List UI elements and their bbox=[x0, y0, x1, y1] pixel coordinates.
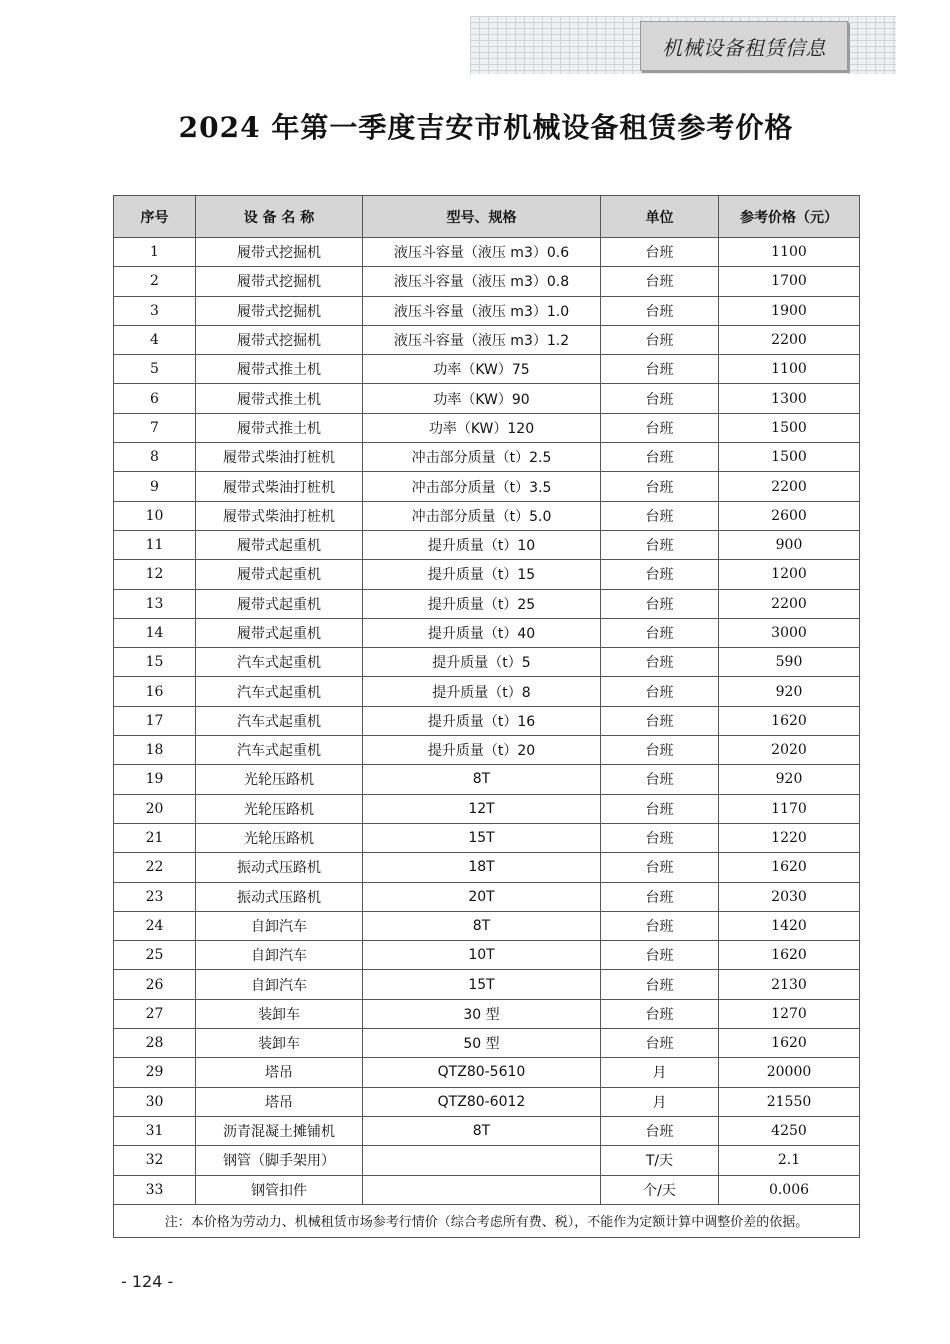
spec-cell: 15T bbox=[363, 970, 601, 999]
spec-cell: 提升质量（t）10 bbox=[363, 530, 601, 559]
unit-cell: 台班 bbox=[601, 501, 719, 530]
unit-cell: 台班 bbox=[601, 355, 719, 384]
row-index-cell: 24 bbox=[114, 911, 196, 940]
row-index-cell: 25 bbox=[114, 941, 196, 970]
price-cell: 1500 bbox=[719, 443, 860, 472]
col-header-spec: 型号、规格 bbox=[363, 196, 601, 238]
equipment-name-cell: 履带式推土机 bbox=[196, 413, 363, 442]
equipment-name-cell: 履带式挖掘机 bbox=[196, 238, 363, 267]
price-cell: 4250 bbox=[719, 1116, 860, 1145]
row-index-cell: 16 bbox=[114, 677, 196, 706]
note-row bbox=[114, 1204, 860, 1237]
table-row bbox=[114, 560, 860, 589]
table-row bbox=[114, 1116, 860, 1145]
table-body bbox=[114, 238, 860, 1205]
table-row bbox=[114, 999, 860, 1028]
row-index-cell: 10 bbox=[114, 501, 196, 530]
spec-cell: QTZ80-5610 bbox=[363, 1058, 601, 1087]
unit-cell: 台班 bbox=[601, 911, 719, 940]
col-header-unit: 单位 bbox=[601, 196, 719, 238]
price-cell: 1620 bbox=[719, 1029, 860, 1058]
spec-cell: 冲击部分质量（t）2.5 bbox=[363, 443, 601, 472]
spec-cell: 提升质量（t）40 bbox=[363, 618, 601, 647]
unit-cell: 月 bbox=[601, 1058, 719, 1087]
price-cell: 0.006 bbox=[719, 1175, 860, 1204]
unit-cell: 台班 bbox=[601, 794, 719, 823]
equipment-name-cell: 履带式柴油打桩机 bbox=[196, 443, 363, 472]
table-header-row bbox=[114, 196, 860, 238]
equipment-name-cell: 汽车式起重机 bbox=[196, 677, 363, 706]
table-row bbox=[114, 1058, 860, 1087]
table-row bbox=[114, 765, 860, 794]
unit-cell: 台班 bbox=[601, 325, 719, 354]
spec-cell: 功率（KW）90 bbox=[363, 384, 601, 413]
equipment-name-cell: 光轮压路机 bbox=[196, 823, 363, 852]
unit-cell: 台班 bbox=[601, 999, 719, 1028]
spec-cell: 30 型 bbox=[363, 999, 601, 1028]
table-row bbox=[114, 325, 860, 354]
row-index-cell: 2 bbox=[114, 267, 196, 296]
unit-cell: 台班 bbox=[601, 677, 719, 706]
table-row bbox=[114, 941, 860, 970]
page-number: - 124 - bbox=[121, 1272, 174, 1291]
equipment-name-cell: 装卸车 bbox=[196, 999, 363, 1028]
price-cell: 2200 bbox=[719, 472, 860, 501]
equipment-name-cell: 汽车式起重机 bbox=[196, 648, 363, 677]
spec-cell bbox=[363, 1146, 601, 1175]
equipment-name-cell: 履带式起重机 bbox=[196, 560, 363, 589]
table-row bbox=[114, 238, 860, 267]
unit-cell: 台班 bbox=[601, 648, 719, 677]
table-row bbox=[114, 384, 860, 413]
equipment-name-cell: 装卸车 bbox=[196, 1029, 363, 1058]
equipment-name-cell: 塔吊 bbox=[196, 1087, 363, 1116]
row-index-cell: 9 bbox=[114, 472, 196, 501]
spec-cell: 18T bbox=[363, 853, 601, 882]
page-title: 2024 年第一季度吉安市机械设备租赁参考价格 bbox=[178, 111, 794, 144]
spec-cell: 提升质量（t）20 bbox=[363, 736, 601, 765]
price-cell: 2.1 bbox=[719, 1146, 860, 1175]
price-cell: 3000 bbox=[719, 618, 860, 647]
spec-cell: 12T bbox=[363, 794, 601, 823]
row-index-cell: 23 bbox=[114, 882, 196, 911]
spec-cell: 8T bbox=[363, 911, 601, 940]
spec-cell: 15T bbox=[363, 823, 601, 852]
unit-cell: 台班 bbox=[601, 589, 719, 618]
price-cell: 2200 bbox=[719, 325, 860, 354]
row-index-cell: 15 bbox=[114, 648, 196, 677]
table-row bbox=[114, 501, 860, 530]
unit-cell: 台班 bbox=[601, 443, 719, 472]
row-index-cell: 28 bbox=[114, 1029, 196, 1058]
price-cell: 1220 bbox=[719, 823, 860, 852]
table-row bbox=[114, 267, 860, 296]
price-cell: 2600 bbox=[719, 501, 860, 530]
table-row bbox=[114, 648, 860, 677]
row-index-cell: 32 bbox=[114, 1146, 196, 1175]
spec-cell bbox=[363, 1175, 601, 1204]
table-row bbox=[114, 1029, 860, 1058]
price-cell: 920 bbox=[719, 765, 860, 794]
row-index-cell: 18 bbox=[114, 736, 196, 765]
spec-cell: 8T bbox=[363, 1116, 601, 1145]
unit-cell: 台班 bbox=[601, 1029, 719, 1058]
table-row bbox=[114, 677, 860, 706]
price-cell: 21550 bbox=[719, 1087, 860, 1116]
unit-cell: 台班 bbox=[601, 853, 719, 882]
unit-cell: 台班 bbox=[601, 765, 719, 794]
unit-cell: 台班 bbox=[601, 970, 719, 999]
table-row bbox=[114, 853, 860, 882]
price-cell: 590 bbox=[719, 648, 860, 677]
table-row bbox=[114, 823, 860, 852]
equipment-name-cell: 光轮压路机 bbox=[196, 794, 363, 823]
price-cell: 1620 bbox=[719, 941, 860, 970]
equipment-name-cell: 履带式起重机 bbox=[196, 530, 363, 559]
equipment-name-cell: 履带式起重机 bbox=[196, 618, 363, 647]
table-row bbox=[114, 355, 860, 384]
row-index-cell: 8 bbox=[114, 443, 196, 472]
row-index-cell: 22 bbox=[114, 853, 196, 882]
equipment-name-cell: 塔吊 bbox=[196, 1058, 363, 1087]
equipment-name-cell: 光轮压路机 bbox=[196, 765, 363, 794]
spec-cell: 液压斗容量（液压 m3）1.2 bbox=[363, 325, 601, 354]
unit-cell: 台班 bbox=[601, 238, 719, 267]
equipment-name-cell: 汽车式起重机 bbox=[196, 736, 363, 765]
spec-cell: 冲击部分质量（t）3.5 bbox=[363, 472, 601, 501]
equipment-name-cell: 履带式柴油打桩机 bbox=[196, 472, 363, 501]
equipment-name-cell: 履带式推土机 bbox=[196, 384, 363, 413]
unit-cell: T/天 bbox=[601, 1146, 719, 1175]
table-note: 注：本价格为劳动力、机械租赁市场参考行情价（综合考虑所有费、税），不能作为定额计算中调整价差的依据。 bbox=[114, 1204, 860, 1237]
unit-cell: 个/天 bbox=[601, 1175, 719, 1204]
spec-cell: 提升质量（t）8 bbox=[363, 677, 601, 706]
unit-cell: 月 bbox=[601, 1087, 719, 1116]
price-cell: 2130 bbox=[719, 970, 860, 999]
price-cell: 2030 bbox=[719, 882, 860, 911]
equipment-name-cell: 履带式起重机 bbox=[196, 589, 363, 618]
unit-cell: 台班 bbox=[601, 267, 719, 296]
section-label: 机械设备租赁信息 bbox=[640, 21, 848, 71]
price-cell: 2020 bbox=[719, 736, 860, 765]
table-row bbox=[114, 1146, 860, 1175]
equipment-name-cell: 自卸汽车 bbox=[196, 970, 363, 999]
table-row bbox=[114, 882, 860, 911]
table-row bbox=[114, 1087, 860, 1116]
row-index-cell: 30 bbox=[114, 1087, 196, 1116]
price-cell: 2200 bbox=[719, 589, 860, 618]
equipment-name-cell: 履带式推土机 bbox=[196, 355, 363, 384]
spec-cell: 液压斗容量（液压 m3）0.6 bbox=[363, 238, 601, 267]
unit-cell: 台班 bbox=[601, 882, 719, 911]
equipment-name-cell: 履带式挖掘机 bbox=[196, 296, 363, 325]
table-row bbox=[114, 736, 860, 765]
price-cell: 900 bbox=[719, 530, 860, 559]
row-index-cell: 29 bbox=[114, 1058, 196, 1087]
row-index-cell: 31 bbox=[114, 1116, 196, 1145]
spec-cell: 功率（KW）120 bbox=[363, 413, 601, 442]
spec-cell: 提升质量（t）15 bbox=[363, 560, 601, 589]
spec-cell: 液压斗容量（液压 m3）0.8 bbox=[363, 267, 601, 296]
unit-cell: 台班 bbox=[601, 823, 719, 852]
price-cell: 1100 bbox=[719, 238, 860, 267]
unit-cell: 台班 bbox=[601, 941, 719, 970]
price-cell: 1700 bbox=[719, 267, 860, 296]
row-index-cell: 3 bbox=[114, 296, 196, 325]
row-index-cell: 33 bbox=[114, 1175, 196, 1204]
unit-cell: 台班 bbox=[601, 560, 719, 589]
equipment-name-cell: 履带式挖掘机 bbox=[196, 325, 363, 354]
table-row bbox=[114, 911, 860, 940]
spec-cell: 功率（KW）75 bbox=[363, 355, 601, 384]
row-index-cell: 7 bbox=[114, 413, 196, 442]
row-index-cell: 17 bbox=[114, 706, 196, 735]
col-header-price: 参考价格（元） bbox=[719, 196, 860, 238]
table-row bbox=[114, 530, 860, 559]
row-index-cell: 1 bbox=[114, 238, 196, 267]
table-row bbox=[114, 443, 860, 472]
unit-cell: 台班 bbox=[601, 706, 719, 735]
table-row bbox=[114, 296, 860, 325]
unit-cell: 台班 bbox=[601, 296, 719, 325]
price-cell: 1170 bbox=[719, 794, 860, 823]
unit-cell: 台班 bbox=[601, 384, 719, 413]
price-cell: 20000 bbox=[719, 1058, 860, 1087]
row-index-cell: 12 bbox=[114, 560, 196, 589]
row-index-cell: 26 bbox=[114, 970, 196, 999]
row-index-cell: 14 bbox=[114, 618, 196, 647]
spec-cell: 提升质量（t）16 bbox=[363, 706, 601, 735]
row-index-cell: 27 bbox=[114, 999, 196, 1028]
equipment-name-cell: 钢管扣件 bbox=[196, 1175, 363, 1204]
unit-cell: 台班 bbox=[601, 736, 719, 765]
table-row bbox=[114, 1175, 860, 1204]
spec-cell: QTZ80-6012 bbox=[363, 1087, 601, 1116]
price-cell: 1900 bbox=[719, 296, 860, 325]
row-index-cell: 11 bbox=[114, 530, 196, 559]
spec-cell: 液压斗容量（液压 m3）1.0 bbox=[363, 296, 601, 325]
row-index-cell: 5 bbox=[114, 355, 196, 384]
equipment-name-cell: 汽车式起重机 bbox=[196, 706, 363, 735]
unit-cell: 台班 bbox=[601, 618, 719, 647]
price-cell: 1270 bbox=[719, 999, 860, 1028]
table-row bbox=[114, 589, 860, 618]
rental-price-table bbox=[113, 195, 860, 1238]
table-row bbox=[114, 706, 860, 735]
equipment-name-cell: 自卸汽车 bbox=[196, 941, 363, 970]
unit-cell: 台班 bbox=[601, 1116, 719, 1145]
table-row bbox=[114, 794, 860, 823]
row-index-cell: 13 bbox=[114, 589, 196, 618]
table-row bbox=[114, 970, 860, 999]
spec-cell: 冲击部分质量（t）5.0 bbox=[363, 501, 601, 530]
spec-cell: 提升质量（t）5 bbox=[363, 648, 601, 677]
unit-cell: 台班 bbox=[601, 413, 719, 442]
col-header-equipment: 设 备 名 称 bbox=[196, 196, 363, 238]
table-row bbox=[114, 618, 860, 647]
unit-cell: 台班 bbox=[601, 530, 719, 559]
row-index-cell: 20 bbox=[114, 794, 196, 823]
price-cell: 1300 bbox=[719, 384, 860, 413]
row-index-cell: 21 bbox=[114, 823, 196, 852]
price-cell: 1100 bbox=[719, 355, 860, 384]
table-row bbox=[114, 413, 860, 442]
price-cell: 1200 bbox=[719, 560, 860, 589]
spec-cell: 10T bbox=[363, 941, 601, 970]
price-cell: 920 bbox=[719, 677, 860, 706]
equipment-name-cell: 自卸汽车 bbox=[196, 911, 363, 940]
row-index-cell: 4 bbox=[114, 325, 196, 354]
unit-cell: 台班 bbox=[601, 472, 719, 501]
spec-cell: 8T bbox=[363, 765, 601, 794]
equipment-name-cell: 振动式压路机 bbox=[196, 882, 363, 911]
price-cell: 1420 bbox=[719, 911, 860, 940]
price-cell: 1500 bbox=[719, 413, 860, 442]
spec-cell: 20T bbox=[363, 882, 601, 911]
row-index-cell: 6 bbox=[114, 384, 196, 413]
equipment-name-cell: 钢管（脚手架用） bbox=[196, 1146, 363, 1175]
price-cell: 1620 bbox=[719, 853, 860, 882]
table-row bbox=[114, 472, 860, 501]
price-cell: 1620 bbox=[719, 706, 860, 735]
equipment-name-cell: 履带式柴油打桩机 bbox=[196, 501, 363, 530]
equipment-name-cell: 履带式挖掘机 bbox=[196, 267, 363, 296]
spec-cell: 50 型 bbox=[363, 1029, 601, 1058]
spec-cell: 提升质量（t）25 bbox=[363, 589, 601, 618]
col-header-index: 序号 bbox=[114, 196, 196, 238]
row-index-cell: 19 bbox=[114, 765, 196, 794]
equipment-name-cell: 振动式压路机 bbox=[196, 853, 363, 882]
equipment-name-cell: 沥青混凝土摊铺机 bbox=[196, 1116, 363, 1145]
